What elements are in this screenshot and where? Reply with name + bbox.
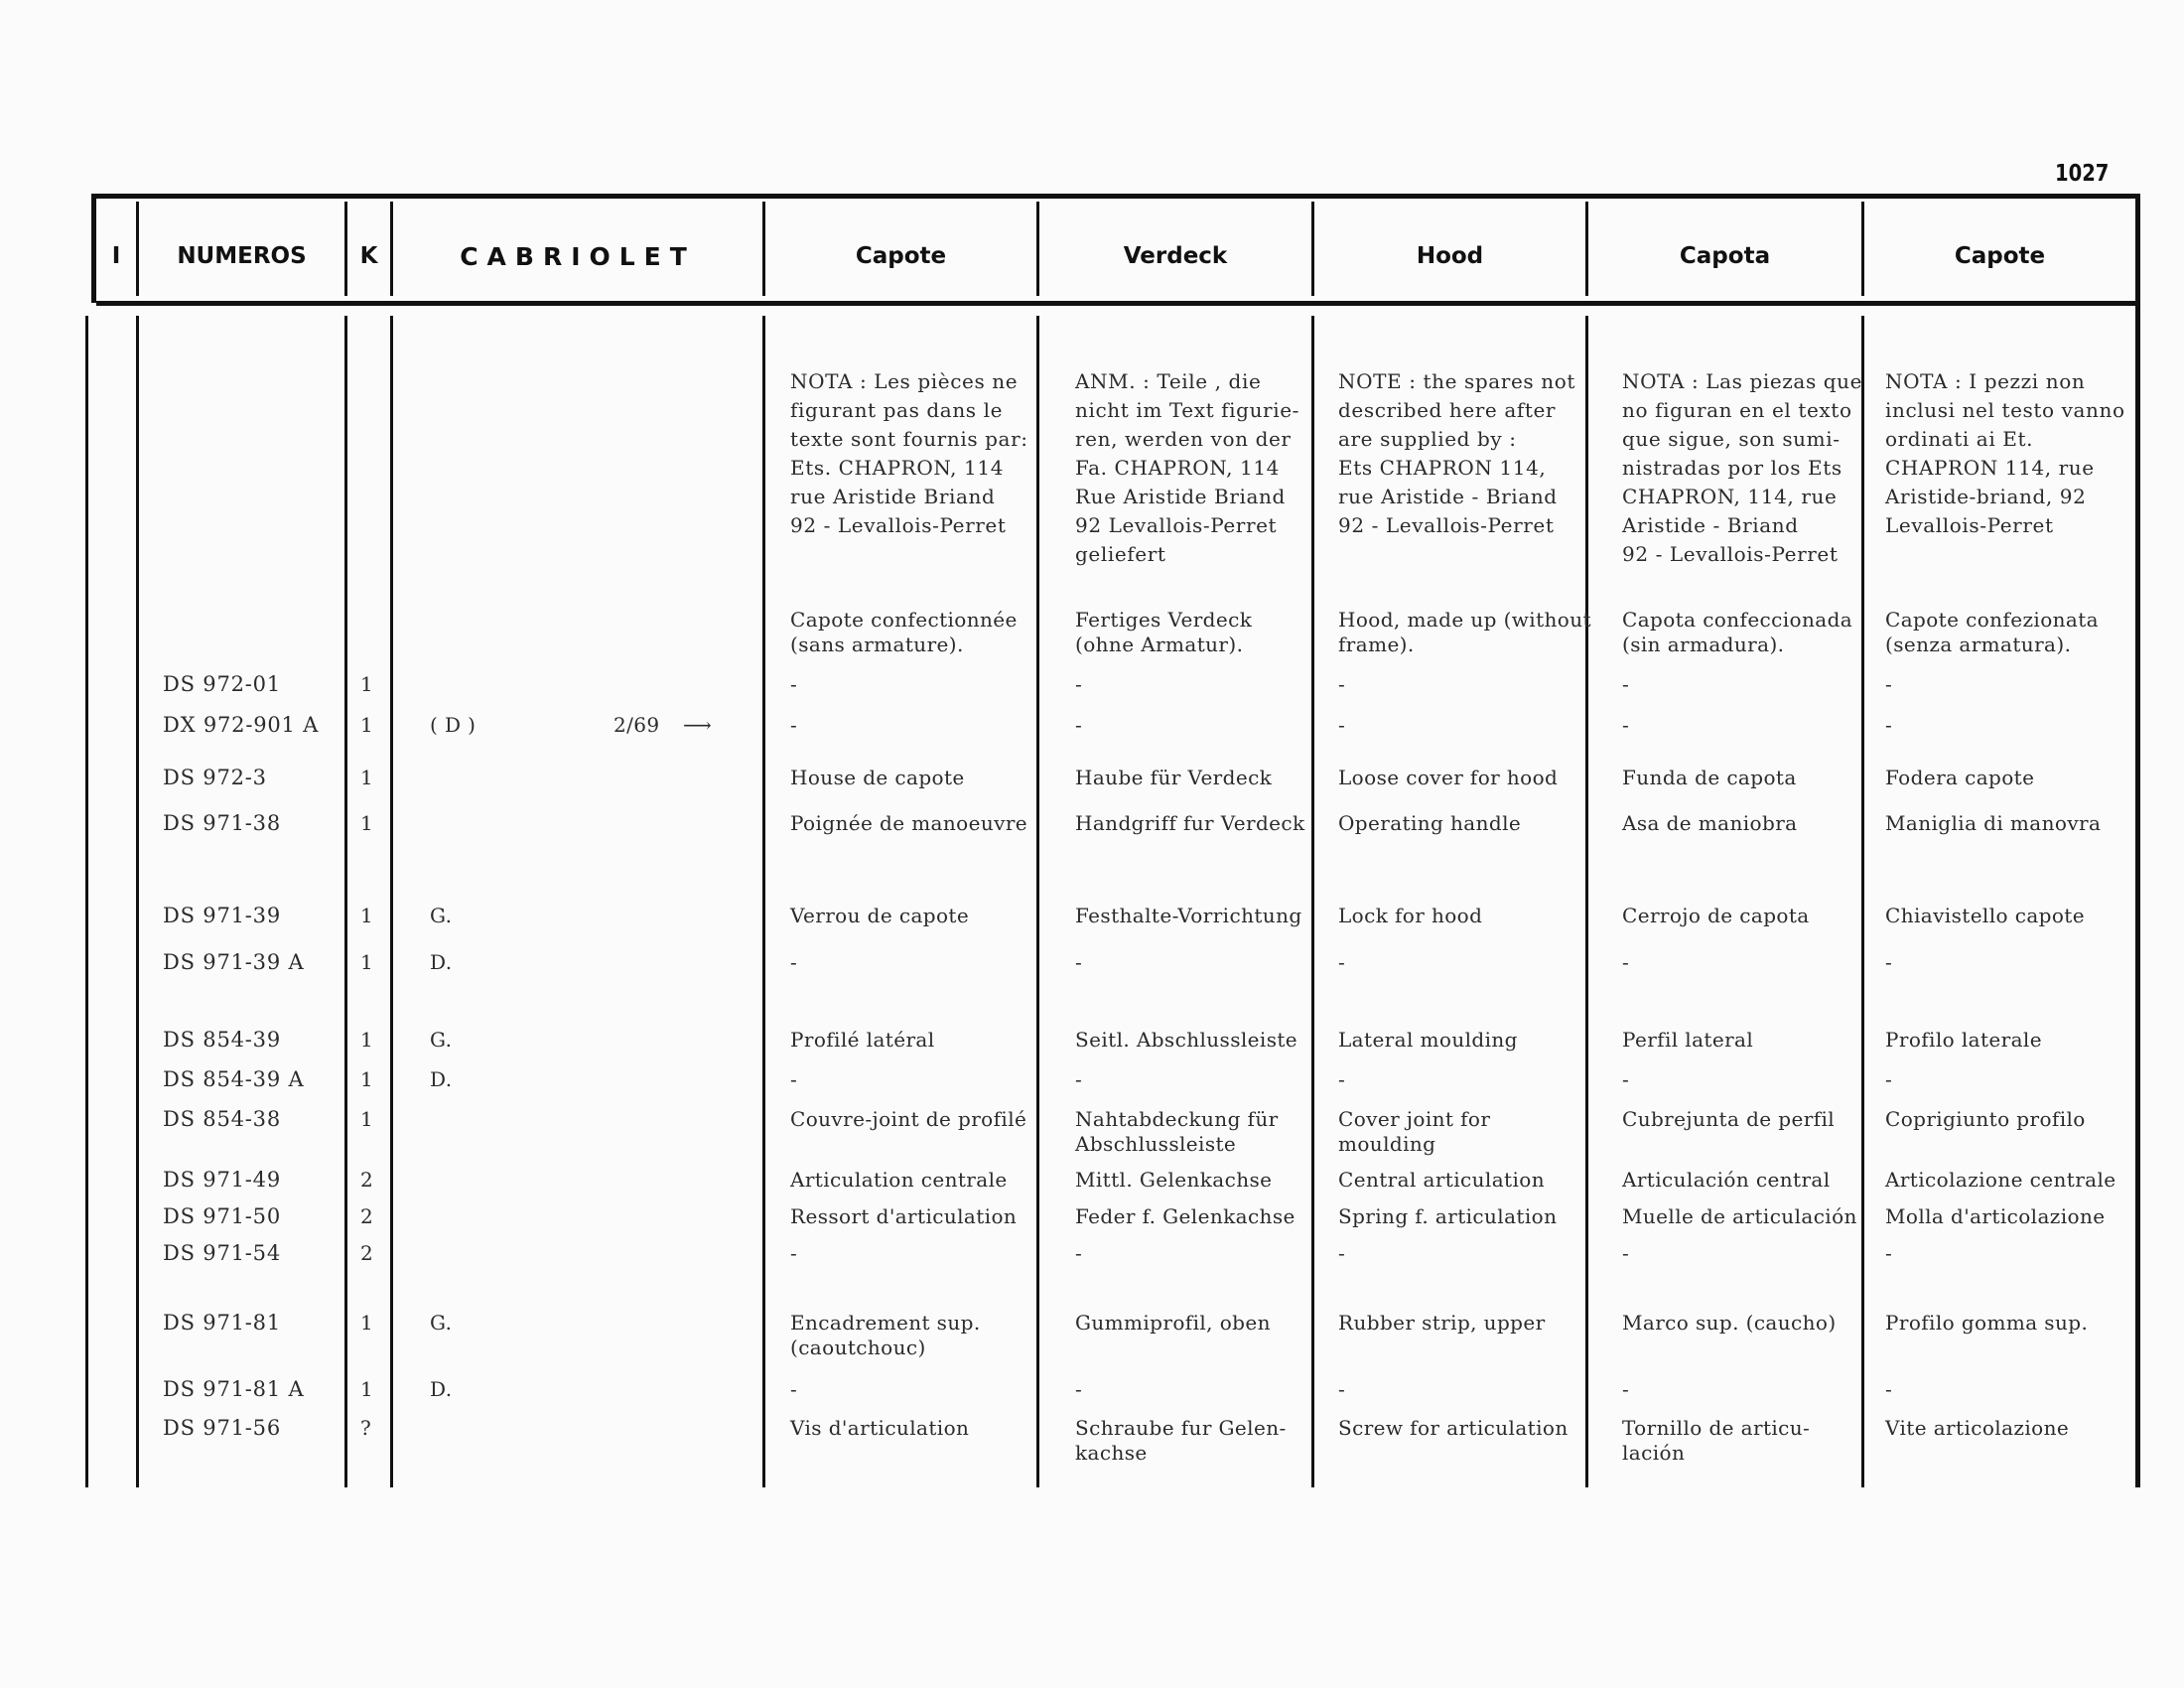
- description-en: -: [1338, 1377, 1346, 1401]
- section-heading-de-line-0: Fertiges Verdeck: [1075, 608, 1253, 632]
- description-es: Marco sup. (caucho): [1622, 1311, 1837, 1335]
- section-heading-it-line-1: (senza armatura).: [1885, 633, 2072, 656]
- description-es: Asa de maniobra: [1622, 811, 1798, 835]
- note-es-line-2: que sigue, son sumi-: [1622, 427, 1841, 451]
- description-de: Handgriff fur Verdeck: [1075, 811, 1305, 835]
- part-number: DS 971-49: [163, 1168, 281, 1192]
- part-number: DS 854-39: [163, 1028, 281, 1052]
- description-fr: Couvre-joint de profilé: [790, 1107, 1027, 1131]
- description-de: Haube für Verdeck: [1075, 766, 1273, 789]
- header-4: Capote: [855, 243, 947, 269]
- description-de: Gummiprofil, oben: [1075, 1311, 1271, 1335]
- description-en: moulding: [1338, 1132, 1436, 1156]
- note-de-line-6: geliefert: [1075, 542, 1166, 566]
- quantity-k: 1: [360, 1028, 374, 1052]
- description-it: Coprigiunto profilo: [1885, 1107, 2086, 1131]
- description-fr: -: [790, 950, 798, 974]
- description-it: Articolazione centrale: [1885, 1168, 2116, 1192]
- description-it: Profilo gomma sup.: [1885, 1311, 2089, 1335]
- part-number: DS 971-50: [163, 1204, 281, 1228]
- section-heading-it-line-0: Capote confezionata: [1885, 608, 2100, 632]
- note-es-line-3: nistradas por los Ets: [1622, 456, 1843, 480]
- note-de-line-4: Rue Aristide Briand: [1075, 485, 1286, 508]
- description-fr: (caoutchouc): [790, 1336, 926, 1359]
- quantity-k: 1: [360, 811, 374, 835]
- description-it: -: [1885, 672, 1893, 696]
- description-de: Festhalte-Vorrichtung: [1075, 904, 1302, 927]
- description-fr: Verrou de capote: [790, 904, 970, 927]
- part-number: DS 971-39: [163, 904, 281, 927]
- description-fr: Encadrement sup.: [790, 1311, 981, 1335]
- description-fr: Profilé latéral: [790, 1028, 935, 1052]
- quantity-k: 1: [360, 1107, 374, 1131]
- column-divider-body-6: [1585, 316, 1588, 1487]
- note-es-line-0: NOTA : Las piezas que: [1622, 369, 1863, 393]
- header-3: CABRIOLET: [460, 241, 696, 271]
- description-fr: -: [790, 672, 798, 696]
- note-fr-line-1: figurant pas dans le: [790, 398, 1004, 422]
- part-number: DS 971-56: [163, 1416, 281, 1440]
- description-en: Lock for hood: [1338, 904, 1483, 927]
- column-divider-body-1: [344, 316, 347, 1487]
- part-number: DX 972-901 A: [163, 713, 320, 737]
- description-fr: Articulation centrale: [790, 1168, 1008, 1192]
- note-de-line-5: 92 Levallois-Perret: [1075, 513, 1278, 537]
- quantity-k: 1: [360, 950, 374, 974]
- note-de-line-3: Fa. CHAPRON, 114: [1075, 456, 1280, 480]
- description-en: -: [1338, 1067, 1346, 1091]
- note-en-line-2: are supplied by :: [1338, 427, 1517, 451]
- description-en: Operating handle: [1338, 811, 1522, 835]
- description-fr: Ressort d'articulation: [790, 1204, 1018, 1228]
- description-fr: -: [790, 713, 798, 737]
- part-number: DS 854-38: [163, 1107, 281, 1131]
- description-en: Cover joint for: [1338, 1107, 1491, 1131]
- cabriolet-side: D.: [430, 950, 453, 974]
- description-de: Nahtabdeckung für: [1075, 1107, 1279, 1131]
- note-es-line-1: no figuran en el texto: [1622, 398, 1852, 422]
- description-de: Seitl. Abschlussleiste: [1075, 1028, 1298, 1052]
- description-fr: -: [790, 1067, 798, 1091]
- description-de: -: [1075, 1067, 1083, 1091]
- description-de: Abschlussleiste: [1075, 1132, 1237, 1156]
- column-divider-body-2: [390, 316, 393, 1487]
- note-it-line-2: ordinati ai Et.: [1885, 427, 2034, 451]
- description-it: Chiavistello capote: [1885, 904, 2085, 927]
- quantity-k: 1: [360, 672, 374, 696]
- description-fr: -: [790, 1377, 798, 1401]
- description-es: -: [1622, 1377, 1630, 1401]
- cabriolet-side: G.: [430, 1028, 453, 1052]
- header-7: Capota: [1679, 243, 1771, 269]
- description-fr: House de capote: [790, 766, 965, 789]
- section-heading-en-line-1: frame).: [1338, 633, 1415, 656]
- note-de-line-1: nicht im Text figurie-: [1075, 398, 1300, 422]
- description-es: -: [1622, 713, 1630, 737]
- model-date: 2/69: [614, 713, 660, 737]
- description-es: Tornillo de articu-: [1622, 1416, 1811, 1440]
- header-0: I: [111, 243, 121, 269]
- description-it: -: [1885, 950, 1893, 974]
- description-it: Fodera capote: [1885, 766, 2035, 789]
- description-es: Perfil lateral: [1622, 1028, 1754, 1052]
- page-number: 1027: [2055, 161, 2110, 187]
- description-en: -: [1338, 672, 1346, 696]
- description-fr: Poignée de manoeuvre: [790, 811, 1028, 835]
- description-en: -: [1338, 1241, 1346, 1265]
- cabriolet-side: D.: [430, 1067, 453, 1091]
- header-5: Verdeck: [1123, 243, 1228, 269]
- description-de: -: [1075, 1377, 1083, 1401]
- description-de: Mittl. Gelenkachse: [1075, 1168, 1273, 1192]
- description-it: Vite articolazione: [1885, 1416, 2070, 1440]
- quantity-k: 1: [360, 1067, 374, 1091]
- description-en: Central articulation: [1338, 1168, 1545, 1192]
- description-en: -: [1338, 713, 1346, 737]
- cabriolet-side: G.: [430, 904, 453, 927]
- part-number: DS 972-3: [163, 766, 267, 789]
- arrow-icon: ⟶: [683, 713, 713, 737]
- description-de: -: [1075, 713, 1083, 737]
- section-heading-es-line-1: (sin armadura).: [1622, 633, 1785, 656]
- description-es: Cubrejunta de perfil: [1622, 1107, 1836, 1131]
- section-heading-es-line-0: Capota confeccionada: [1622, 608, 1853, 632]
- note-it-line-0: NOTA : I pezzi non: [1885, 369, 2086, 393]
- part-number: DS 971-38: [163, 811, 281, 835]
- column-divider-body-7: [1861, 316, 1864, 1487]
- quantity-k: 1: [360, 1311, 374, 1335]
- description-de: Feder f. Gelenkachse: [1075, 1204, 1296, 1228]
- description-es: -: [1622, 672, 1630, 696]
- description-de: -: [1075, 1241, 1083, 1265]
- description-it: Maniglia di manovra: [1885, 811, 2102, 835]
- part-number: DS 971-54: [163, 1241, 281, 1265]
- description-es: -: [1622, 1241, 1630, 1265]
- description-fr: Vis d'articulation: [790, 1416, 970, 1440]
- description-es: Cerrojo de capota: [1622, 904, 1810, 927]
- description-de: Schraube fur Gelen-: [1075, 1416, 1287, 1440]
- note-es-line-4: CHAPRON, 114, rue: [1622, 485, 1838, 508]
- column-divider-body-5: [1311, 316, 1314, 1487]
- note-es-line-5: Aristide - Briand: [1622, 513, 1799, 537]
- description-es: Articulación central: [1622, 1168, 1831, 1192]
- note-en-line-5: 92 - Levallois-Perret: [1338, 513, 1555, 537]
- description-en: -: [1338, 950, 1346, 974]
- part-number: DS 971-81: [163, 1311, 281, 1335]
- header-8: Capote: [1954, 243, 2046, 269]
- description-de: -: [1075, 950, 1083, 974]
- note-de-line-0: ANM. : Teile , die: [1075, 369, 1262, 393]
- quantity-k: ?: [360, 1416, 372, 1440]
- description-it: -: [1885, 1241, 1893, 1265]
- note-fr-line-2: texte sont fournis par:: [790, 427, 1028, 451]
- header-1: NUMEROS: [177, 243, 307, 269]
- quantity-k: 1: [360, 1377, 374, 1401]
- header-2: K: [359, 243, 378, 269]
- note-it-line-5: Levallois-Perret: [1885, 513, 2054, 537]
- part-number: DS 972-01: [163, 672, 281, 696]
- frame-top-rule: [91, 194, 2140, 199]
- quantity-k: 1: [360, 904, 374, 927]
- note-fr-line-5: 92 - Levallois-Perret: [790, 513, 1007, 537]
- quantity-k: 1: [360, 766, 374, 789]
- quantity-k: 2: [360, 1168, 374, 1192]
- header-6: Hood: [1416, 243, 1484, 269]
- part-number: DS 854-39 A: [163, 1067, 305, 1091]
- description-it: -: [1885, 1067, 1893, 1091]
- section-heading-fr-line-1: (sans armature).: [790, 633, 964, 656]
- note-it-line-1: inclusi nel testo vanno: [1885, 398, 2125, 422]
- quantity-k: 2: [360, 1204, 374, 1228]
- description-es: lación: [1622, 1441, 1686, 1465]
- quantity-k: 2: [360, 1241, 374, 1265]
- description-fr: -: [790, 1241, 798, 1265]
- description-es: Muelle de articulación: [1622, 1204, 1857, 1228]
- note-it-line-3: CHAPRON 114, rue: [1885, 456, 2095, 480]
- note-it-line-4: Aristide-briand, 92: [1885, 485, 2087, 508]
- section-heading-fr-line-0: Capote confectionnée: [790, 608, 1018, 632]
- left-edge-body-rule: [85, 316, 88, 1487]
- description-it: -: [1885, 1377, 1893, 1401]
- cabriolet-side: G.: [430, 1311, 453, 1335]
- note-en-line-1: described here after: [1338, 398, 1557, 422]
- column-divider-body-3: [762, 316, 765, 1487]
- note-es-line-6: 92 - Levallois-Perret: [1622, 542, 1839, 566]
- section-heading-en-line-0: Hood, made up (without: [1338, 608, 1591, 632]
- column-divider-body-0: [136, 316, 139, 1487]
- part-number: DS 971-81 A: [163, 1377, 305, 1401]
- description-it: Molla d'articolazione: [1885, 1204, 2106, 1228]
- description-en: Spring f. articulation: [1338, 1204, 1558, 1228]
- note-en-line-4: rue Aristide - Briand: [1338, 485, 1558, 508]
- note-fr-line-0: NOTA : Les pièces ne: [790, 369, 1019, 393]
- cabriolet-side: D.: [430, 1377, 453, 1401]
- description-it: -: [1885, 713, 1893, 737]
- description-de: kachse: [1075, 1441, 1148, 1465]
- column-divider-body-4: [1036, 316, 1039, 1487]
- section-heading-de-line-1: (ohne Armatur).: [1075, 633, 1244, 656]
- note-en-line-0: NOTE : the spares not: [1338, 369, 1575, 393]
- description-en: Screw for articulation: [1338, 1416, 1569, 1440]
- description-en: Lateral moulding: [1338, 1028, 1518, 1052]
- description-es: -: [1622, 1067, 1630, 1091]
- part-number: DS 971-39 A: [163, 950, 305, 974]
- description-es: Funda de capota: [1622, 766, 1797, 789]
- description-de: -: [1075, 672, 1083, 696]
- frame-right-rule: [2135, 194, 2140, 1487]
- description-es: -: [1622, 950, 1630, 974]
- description-it: Profilo laterale: [1885, 1028, 2042, 1052]
- note-de-line-2: ren, werden von der: [1075, 427, 1292, 451]
- quantity-k: 1: [360, 713, 374, 737]
- note-fr-line-4: rue Aristide Briand: [790, 485, 996, 508]
- description-en: Loose cover for hood: [1338, 766, 1559, 789]
- note-fr-line-3: Ets. CHAPRON, 114: [790, 456, 1005, 480]
- description-en: Rubber strip, upper: [1338, 1311, 1546, 1335]
- note-en-line-3: Ets CHAPRON 114,: [1338, 456, 1547, 480]
- header-bottom-rule: [96, 301, 2135, 306]
- cabriolet-side: ( D ): [430, 713, 477, 737]
